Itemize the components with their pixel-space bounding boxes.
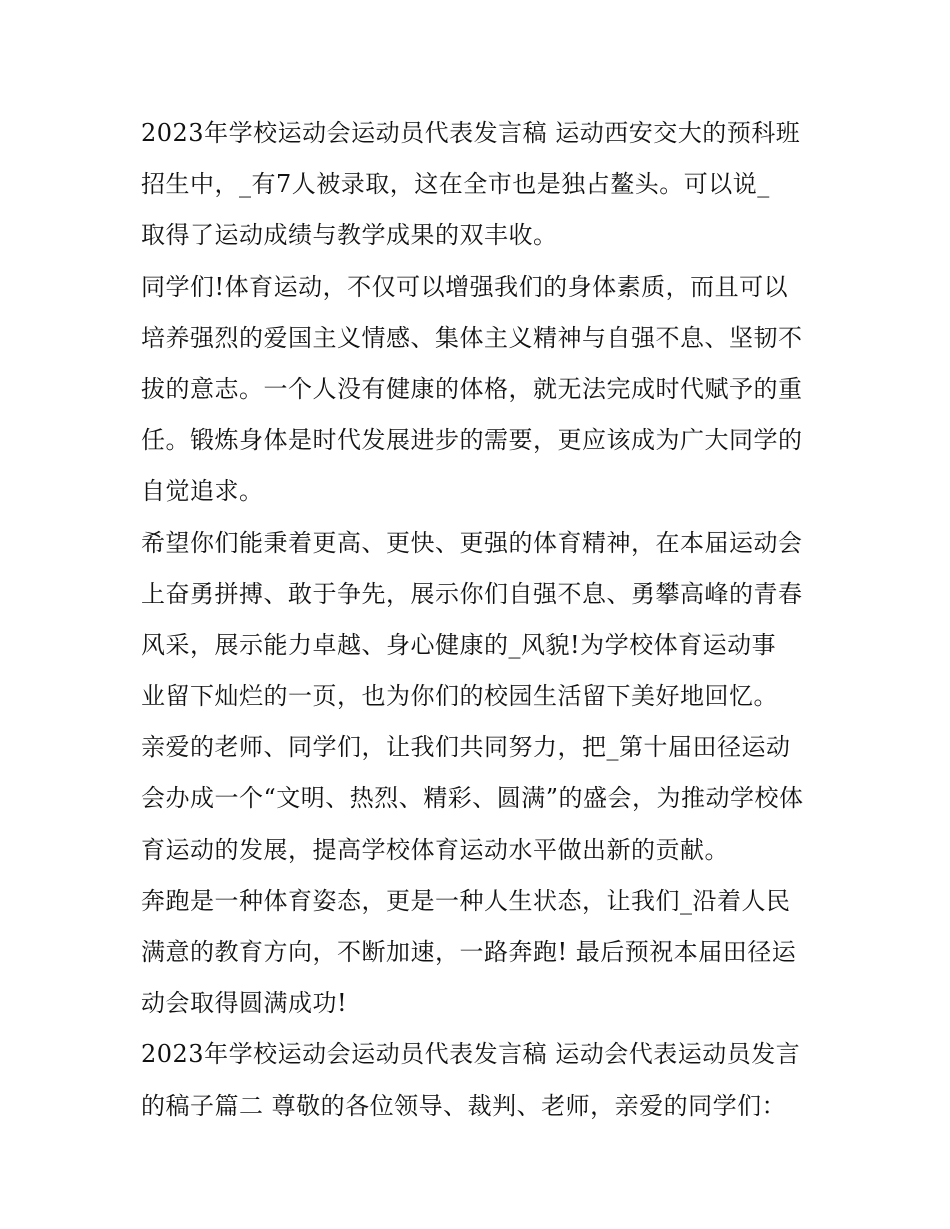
text-line: 希望你们能秉着更高、更快、更强的体育精神，在本届运动会 — [141, 528, 803, 557]
text-line: 2023年学校运动会运动员代表发言稿 运动会代表运动员发言 — [141, 1040, 801, 1069]
text-line: 自觉追求。 — [141, 477, 264, 506]
text-line: 育运动的发展，提高学校体育运动水平做出新的贡献。 — [141, 835, 729, 864]
text-line: 2023年学校运动会运动员代表发言稿 运动西安交大的预科班 — [141, 119, 801, 147]
text-line: 任。锻炼身体是时代发展进步的需要，更应该成为广大同学的 — [141, 426, 803, 455]
text-line: 奔跑是一种体育姿态，更是一种人生状态，让我们_沿着人民 — [141, 886, 791, 915]
text-line: 业留下灿烂的一页，也为你们的校园生活留下美好地回忆。 — [141, 682, 778, 711]
text-line: 上奋勇拼搏、敢于争先，展示你们自强不息、勇攀高峰的青春 — [141, 579, 803, 608]
text-line: 会办成一个“文明、热烈、精彩、圆满”的盛会，为推动学校体 — [141, 784, 804, 813]
text-line: 风采，展示能力卓越、身心健康的_风貌!为学校体育运动事 — [141, 630, 777, 659]
text-line: 满意的教育方向，不断加速，一路奔跑! 最后预祝本届田径运 — [141, 938, 797, 966]
text-line: 的稿子篇二 尊敬的各位领导、裁判、老师，亲爱的同学们： — [141, 1091, 787, 1120]
text-line: 亲爱的老师、同学们，让我们共同努力，把_第十届田径运动 — [141, 733, 791, 762]
text-line: 培养强烈的爱国主义情感、集体主义精神与自强不息、坚韧不 — [141, 323, 803, 352]
text-line: 同学们!体育运动，不仅可以增强我们的身体素质，而且可以 — [141, 272, 789, 301]
text-line: 取得了运动成绩与教学成果的双丰收。 — [141, 221, 558, 250]
text-line: 招生中，_有7人被录取，这在全市也是独占鳌头。可以说_ — [141, 170, 770, 199]
text-line: 拔的意志。一个人没有健康的体格，就无法完成时代赋予的重 — [141, 374, 803, 403]
text-line: 动会取得圆满成功! — [141, 989, 348, 1018]
document-body — [141, 108, 813, 1132]
